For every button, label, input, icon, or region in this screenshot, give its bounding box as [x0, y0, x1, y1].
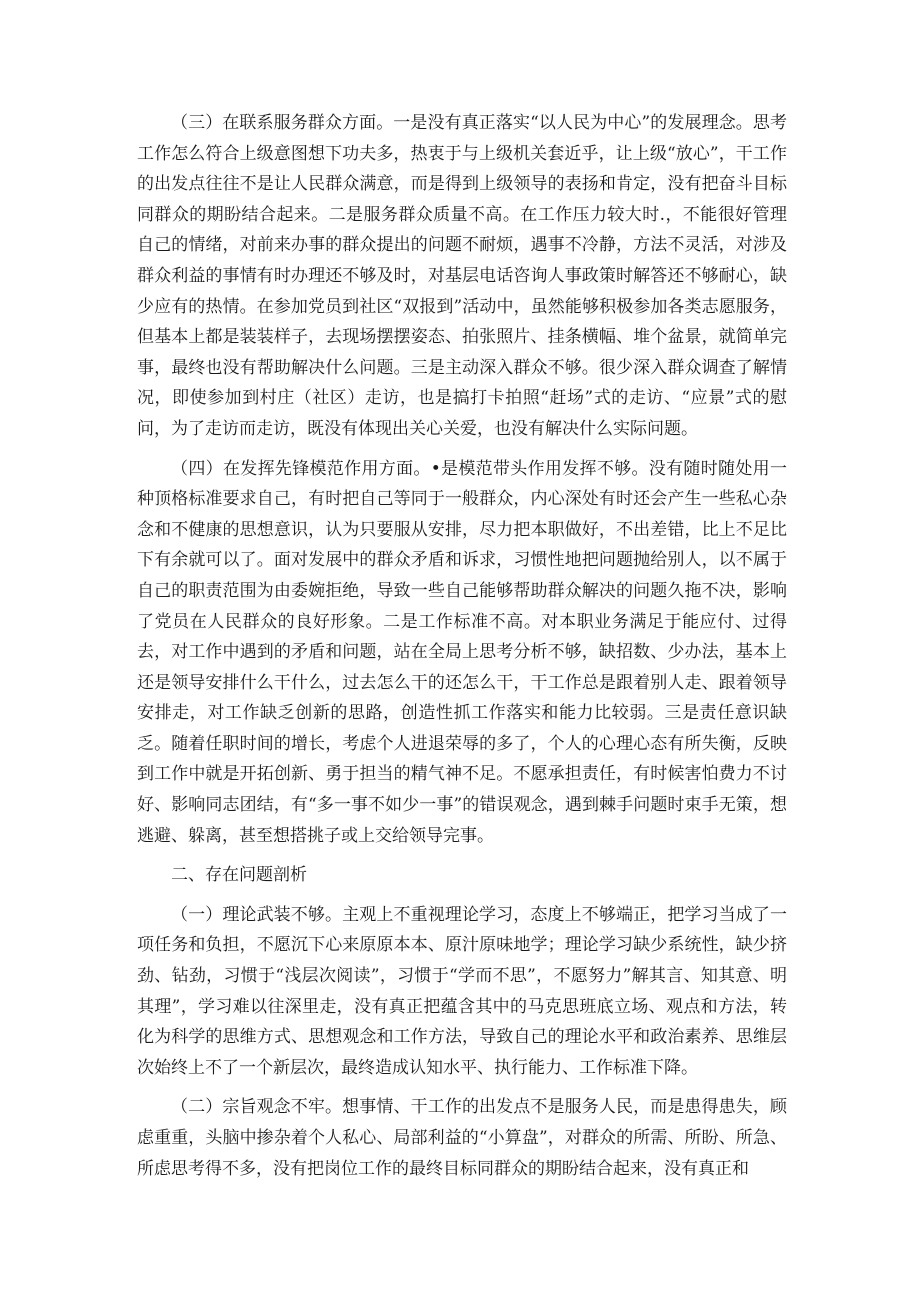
- paragraph-purpose-concept: （二）宗旨观念不牢。想事情、干工作的出发点不是服务人民，而是患得患失，顾虑重重，头脑中掺杂着个人私心、局部利益的“小算盘”，对群众的所需、所盼、所急、所虑思考得不多，没有把岗位工作的最终目标同群众的期盼结合起来，没有真正和: [137, 1097, 787, 1179]
- document-page: [137, 108, 787, 1184]
- paragraph-vanguard-role: （四）在发挥先锋模范作用方面。•是模范带头作用发挥不够。没有随时随处用一种顶格标准要求自己，有时把自己等同于一般群众，内心深处有时还会产生一些私心杂念和不健康的思想意识，认为只要服从安排，尽力把本职做好，不出差错，比上不足比下有余就可以了。面对发展中的群众矛盾和诉求，习惯性地把问题抛给别人，以不属于自己的职责范围为由委婉拒绝，导致一些自己能够帮助群众解决的问题久拖不决，影响了党员在人民群众的良好形象。二是工作标准不高。对本职业务满足于能应付、过得去，对工作中遇到的矛盾和问题，站在全局上思考分析不够，缺招数、少办法，基本上还是领导安排什么干什么，过去怎么干的还怎么干，干工作总是跟着别人走、跟着领导安排走，对工作缺乏创新的思路，创造性抓工作落实和能力比较弱。三是责任意识缺乏。随着任职时间的增长，考虑个人进退荣辱的多了，个人的心理心态有所失衡，反映到工作中就是开拓创新、勇于担当的精气神不足。不愿承担责任，有时候害怕费力不讨好、影响同志团结，有“多一事不如少一事”的错误观念，遇到棘手问题时束手无策，想逃避、躲离，甚至想搭挑子或上交给领导完事。: [137, 458, 787, 846]
- paragraph-theory-study: （一）理论武装不够。主观上不重视理论学习，态度上不够端正，把学习当成了一项任务和负担，不愿沉下心来原原本本、原汁原味地学；理论学习缺少系统性，缺少挤劲、钻劲，习惯于“浅层次阅读”，习惯于“学而不思”，不愿努力”解其言、知其意、明其理”，学习难以往深里走，没有真正把蕴含其中的马克思班底立场、观点和方法，转化为科学的思维方式、思想观念和工作方法，导致自己的理论水平和政治素养、思维层次始终上不了一个新层次，最终造成认知水平、执行能力、工作标准下降。: [137, 904, 787, 1078]
- paragraph-service-masses: （三）在联系服务群众方面。一是没有真正落实“以人民为中心”的发展理念。思考工作怎么符合上级意图想下功夫多，热衷于与上级机关套近乎，让上级“放心”，干工作的出发点往往不是让人民群众满意，而是得到上级领导的表扬和肯定，没有把奋斗目标同群众的期盼结合起来。二是服务群众质量不高。在工作压力较大时.，不能很好管理自己的情绪，对前来办事的群众提出的问题不耐烦，遇事不冷静，方法不灵活，对涉及群众利益的事情有时办理还不够及时，对基层电话咨询人事政策时解答还不够耐心，缺少应有的热情。在参加党员到社区“双报到”活动中，虽然能够积极参加各类志愿服务，但基本上都是装装样子，去现场摆摆姿态、拍张照片、挂条横幅、堆个盆景，就简单完事，最终也没有帮助解决什么问题。三是主动深入群众不够。很少深入群众调查了解情况，即使参加到村庄（社区）走访，也是搞打卡拍照“赶场”式的走访、“应景”式的慰问，为了走访而走访，既没有体现出关心关爱，也没有解决什么实际问题。: [137, 113, 787, 439]
- section-heading-problem-analysis: 二、存在问题剖析: [171, 865, 307, 886]
